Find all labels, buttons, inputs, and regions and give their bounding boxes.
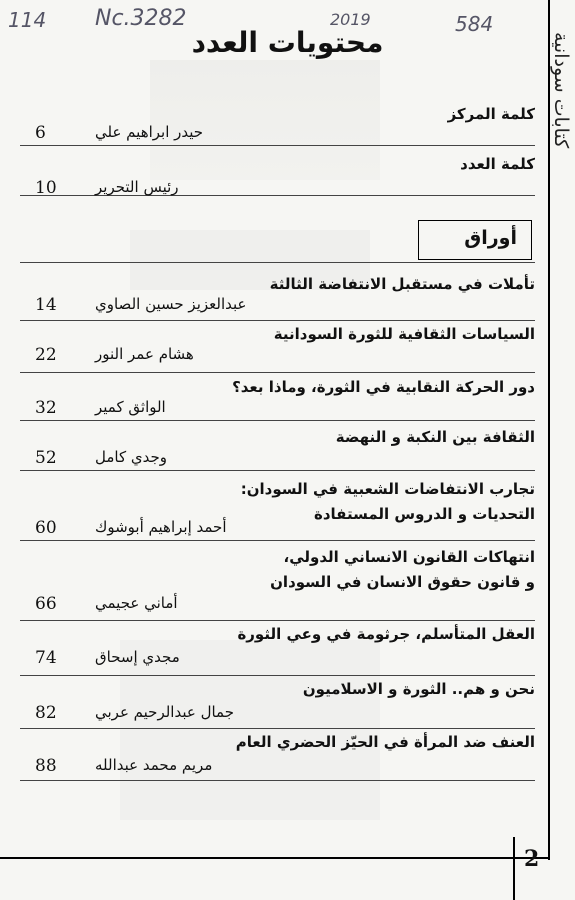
entry-title: دور الحركة النقابية في الثورة، وماذا بعد؟: [232, 378, 535, 396]
section-label: أوراق: [464, 227, 517, 249]
toc-entry: [20, 105, 535, 145]
footer-rule: [0, 857, 548, 859]
entry-page-number: 88: [35, 756, 57, 776]
page-number: 2: [524, 846, 540, 872]
section-box: [418, 220, 532, 260]
entry-author: مجدي إسحاق: [95, 648, 180, 666]
entry-author: وجدي كامل: [95, 448, 168, 466]
entry-title: الثقافة بين النكبة و النهضة: [335, 428, 535, 446]
entry-page-number: 22: [35, 345, 57, 365]
toc-entry: [20, 625, 535, 670]
row-separator: [20, 780, 535, 781]
entry-title: تجارب الانتفاضات الشعبية في السودان:: [240, 480, 535, 498]
entry-page-number: 14: [35, 295, 57, 315]
entry-author: مريم محمد عبدالله: [95, 756, 213, 774]
toc-entry: [20, 548, 535, 616]
entry-title: كلمة المركز: [447, 105, 535, 123]
row-separator: [20, 470, 535, 471]
entry-title: كلمة العدد: [460, 155, 535, 173]
toc-entry: [20, 378, 535, 420]
row-separator: [20, 262, 535, 263]
row-separator: [20, 675, 535, 676]
entry-title: السياسات الثقافية للثورة السودانية: [273, 325, 535, 343]
entry-title: نحن و هم.. الثورة و الاسلاميون: [302, 680, 535, 698]
toc-entry: [20, 733, 535, 778]
row-separator: [20, 620, 535, 621]
entry-page-number: 74: [35, 648, 57, 668]
toc-entry: [20, 155, 535, 200]
entry-author: أحمد إبراهيم أبوشوك: [95, 518, 227, 536]
entry-author: عبدالعزيز حسين الصاوي: [95, 295, 247, 313]
entry-author: أماني عجيمي: [95, 594, 178, 612]
entry-title: تأملات في مستقبل الانتفاضة الثالثة: [269, 275, 535, 293]
entry-page-number: 82: [35, 703, 57, 723]
entry-page-number: 10: [35, 178, 57, 198]
entry-page-number: 32: [35, 398, 57, 418]
entry-page-number: 66: [35, 594, 57, 614]
footer-vertical-line: [513, 837, 515, 900]
entry-page-number: 60: [35, 518, 57, 538]
row-separator: [20, 420, 535, 421]
entry-page-number: 6: [35, 123, 46, 143]
page-title: محتويات العدد: [191, 26, 384, 59]
entry-title: انتهاكات القانون الانساني الدولي،: [283, 548, 535, 566]
toc-entry: [20, 325, 535, 367]
entry-author: الواثق كمير: [95, 398, 166, 416]
entry-title: العقل المتأسلم، جرثومة في وعي الثورة: [237, 625, 535, 643]
entry-author: حيدر ابراهيم علي: [95, 123, 204, 141]
handwritten-reference: Nc.3282: [95, 6, 187, 31]
entry-author: رئيس التحرير: [95, 178, 179, 196]
toc-entry: [20, 428, 535, 470]
row-separator: [20, 728, 535, 729]
row-separator: [20, 540, 535, 541]
brand-logo-vertical: كتابات سودانية: [550, 32, 572, 149]
row-separator: [20, 320, 535, 321]
toc-entry: [20, 480, 535, 540]
entry-title: العنف ضد المرأة في الحيّز الحضري العام: [235, 733, 535, 751]
entry-title-line-2: التحديات و الدروس المستفادة: [314, 505, 535, 523]
entry-title-line-2: و قانون حقوق الانسان في السودان: [270, 573, 535, 591]
entry-author: جمال عبدالرحيم عربي: [95, 703, 234, 721]
toc-entry: [20, 275, 535, 317]
toc-entry: [20, 680, 535, 725]
entry-page-number: 52: [35, 448, 57, 468]
entry-author: هشام عمر النور: [95, 345, 194, 363]
row-separator: [20, 372, 535, 373]
handwritten-left-mark: 114: [8, 8, 47, 32]
row-separator: [20, 145, 535, 146]
handwritten-number: 584: [455, 12, 494, 36]
handwritten-year: 2019: [330, 10, 371, 29]
